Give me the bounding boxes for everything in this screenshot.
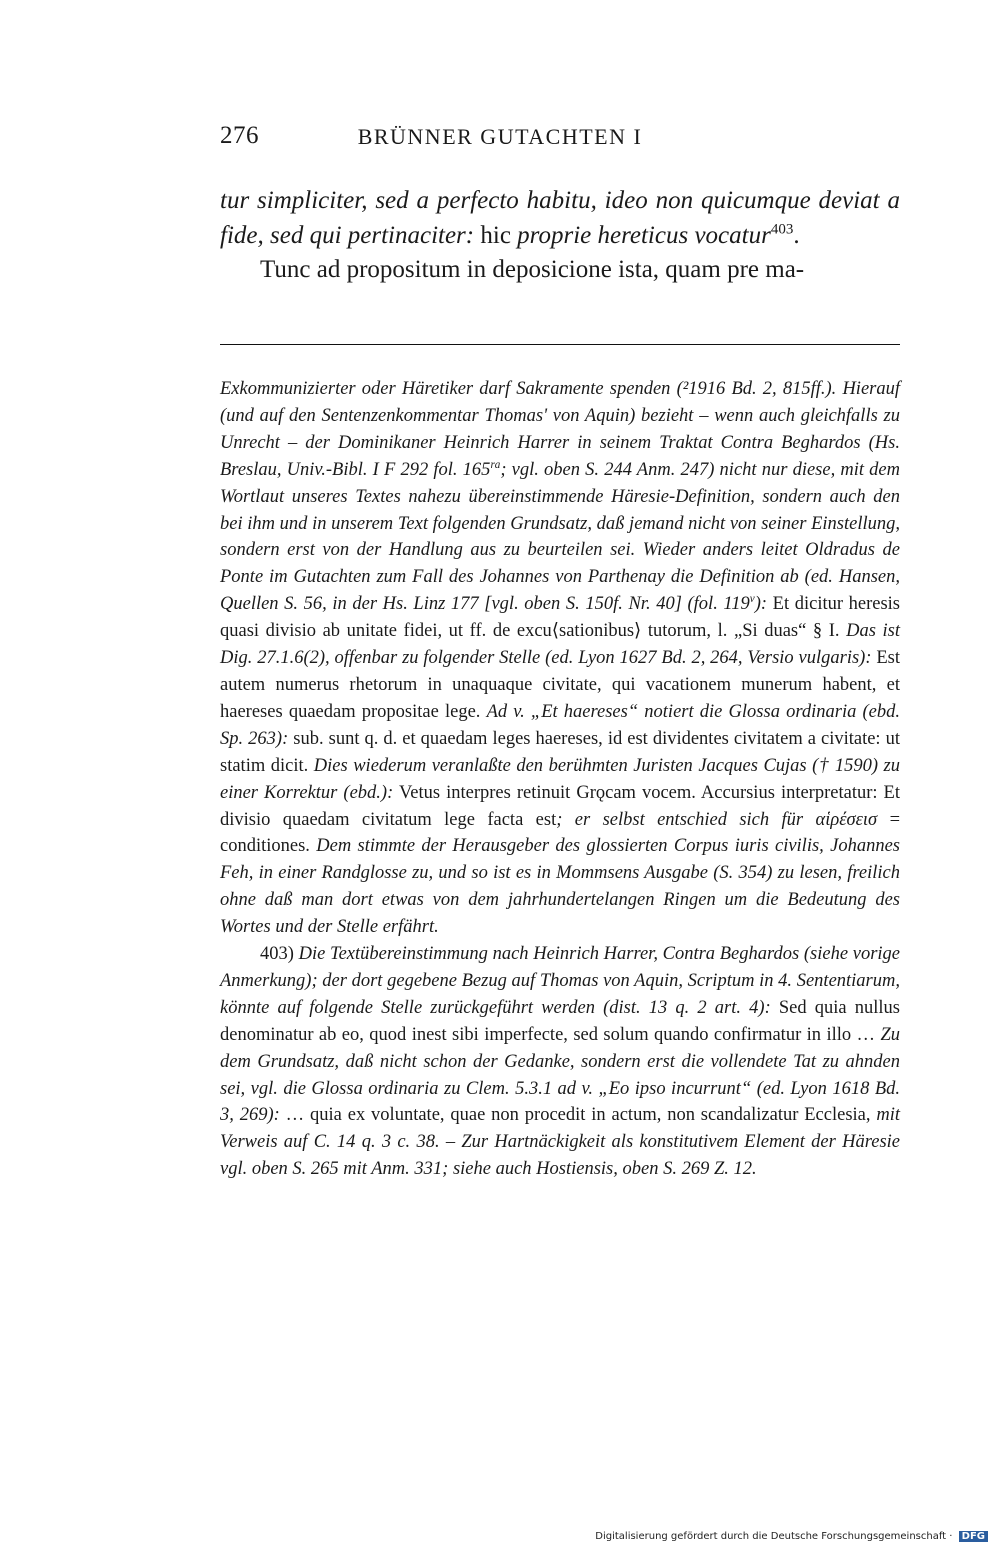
footnote-separator (220, 344, 900, 345)
text-span: Et dicitur heresis quasi divisio ab unitate fidei, ut ff. de excu⟨sationibus⟩ tutorum, l. „Si duas“ § I. (220, 594, 900, 642)
text-span: Zu dem Grundsatz, daß nicht schon der Gedanke, sondern erst die vollendete Tat zu ahnden sei, vgl. die Glossa ordinaria zu Clem. 5.3.1 ad v. „Eo ipso incurrunt“ (ed. Lyon 1618 Bd. 3, 269): (220, 1024, 900, 1126)
text-span: Vetus interpres retinuit Grǫcam vocem. Accursius interpretatur: Et divisio quaedam civitatum lege facta est (220, 782, 900, 830)
dfg-logo: DFG (959, 1531, 988, 1542)
page-number: 276 (220, 122, 259, 149)
digitization-credit: Digitalisierung gefördert durch die Deutsche Forschungsgemeinschaft · DFG (595, 1531, 988, 1542)
paragraph-2: Tunc ad propositum in deposicione ista, quam pre ma- (260, 256, 805, 283)
text-span: ; vgl. oben S. 244 Anm. 247) nicht nur diese, mit dem Wortlaut unseres Textes nahezu übereinstimmende Häresie-Definition, sondern auch den bei ihm und in unserem Text folgenden Grundsatz, daß jemand nicht von seiner Einstellung, sondern erst von der Handlung aus zu beurteilen sei. Wieder anders leitet Oldradus de Ponte im Gutachten zum Fall des Johannes von Parthenay die Definition ab (ed. Hansen, Quellen S. 56, in der Hs. Linz 177 [vgl. oben S. 150f. Nr. 40] (fol. 119 (220, 459, 901, 615)
main-text (220, 184, 900, 288)
credit-text: Digitalisierung gefördert durch die Deutsche Forschungsgemeinschaft (595, 1531, 947, 1542)
footnote-ref: 403 (770, 221, 794, 238)
text-span: sub. sunt q. d. et quaedam leges haereses, id est dividentes civitatem a civitate: ut statim dicit. (220, 728, 900, 776)
text-span: . (793, 221, 800, 249)
text-span: hic (474, 221, 518, 249)
text-span: Sed quia nullus denominatur ab eo, quod inest sibi imperfecte, sed solum quando confirmatur in illo … (220, 997, 900, 1045)
footnote-403 (220, 941, 900, 1183)
running-head: BRÜNNER GUTACHTEN I (357, 124, 643, 149)
text-span: ; er selbst entschied sich für αἱρέσεισ (556, 809, 878, 830)
text-span: ): (754, 594, 768, 615)
text-span: Die Textübereinstimmung nach Heinrich Harrer, Contra Beghardos (siehe vorige Anmerkung); der dort gegebene Bezug auf Thomas von Aquin, Scriptum in 4. Sententiarum, könnte auf folgende Stelle zurückgeführt werden (dist. 13 q. 2 art. 4): (220, 944, 900, 1018)
text-span: = conditiones. (220, 809, 901, 857)
footnote-number: 403) (260, 944, 299, 965)
footnote-402-continued (220, 376, 900, 941)
text-span: Dem stimmte der Herausgeber des glossierten Corpus iuris civilis, Johannes Feh, in einer Randglosse zu, und so ist es in Mommsens Ausgabe (S. 354) zu lesen, freilich ohne daß man dort etwas von dem jahrhundertelangen Ringen um die Bedeutung des Wortes und der Stelle erfährt. (220, 836, 900, 938)
superscript: v (749, 593, 755, 606)
text-span: Das ist Dig. 27.1.6(2), offenbar zu folgender Stelle (ed. Lyon 1627 Bd. 2, 264, Versio vulgaris): (220, 621, 900, 669)
text-span: Est autem numerus rhetorum in unaquaque civitate, qui vacationem munerum habent, et haereses quaedam propositae lege. (220, 648, 901, 722)
text-span: Ad v. „Et haereses“ notiert die Glossa ordinaria (ebd. Sp. 263): (220, 701, 900, 749)
text-span: proprie hereticus vocatur (517, 221, 771, 249)
superscript: ra (490, 458, 501, 471)
text-span: … quia ex voluntate, quae non procedit in actum, non scandalizatur Ecclesia, (279, 1105, 877, 1126)
footnotes (220, 376, 900, 1183)
text-span: Dies wiederum veranlaßte den berühmten Juristen Jacques Cujas († 1590) zu einer Korrektur (ebd.): (220, 755, 901, 803)
text-span: Exkommunizierter oder Häretiker darf Sakramente spenden (²1916 Bd. 2, 815ff.). Hierauf (und auf den Sentenzenkommentar Thomas' von Aquin) bezieht – wenn auch gleichfalls zu Unrecht – der Dominikaner Heinrich Harrer in seinem Traktat Contra Beghardos (Hs. Breslau, Univ.-Bibl. I F 292 fol. 165 (220, 379, 900, 480)
text-span: mit Verweis auf C. 14 q. 3 c. 38. – Zur Hartnäckigkeit als konstitutivem Element der Häresie vgl. oben S. 265 mit Anm. 331; siehe auch Hostiensis, oben S. 269 Z. 12. (220, 1105, 900, 1180)
text-span: tur simpliciter, sed a perfecto habitu, ideo non quicumque deviat a fide, sed qui pertinaciter: (220, 187, 900, 249)
paragraph-1 (220, 184, 900, 253)
